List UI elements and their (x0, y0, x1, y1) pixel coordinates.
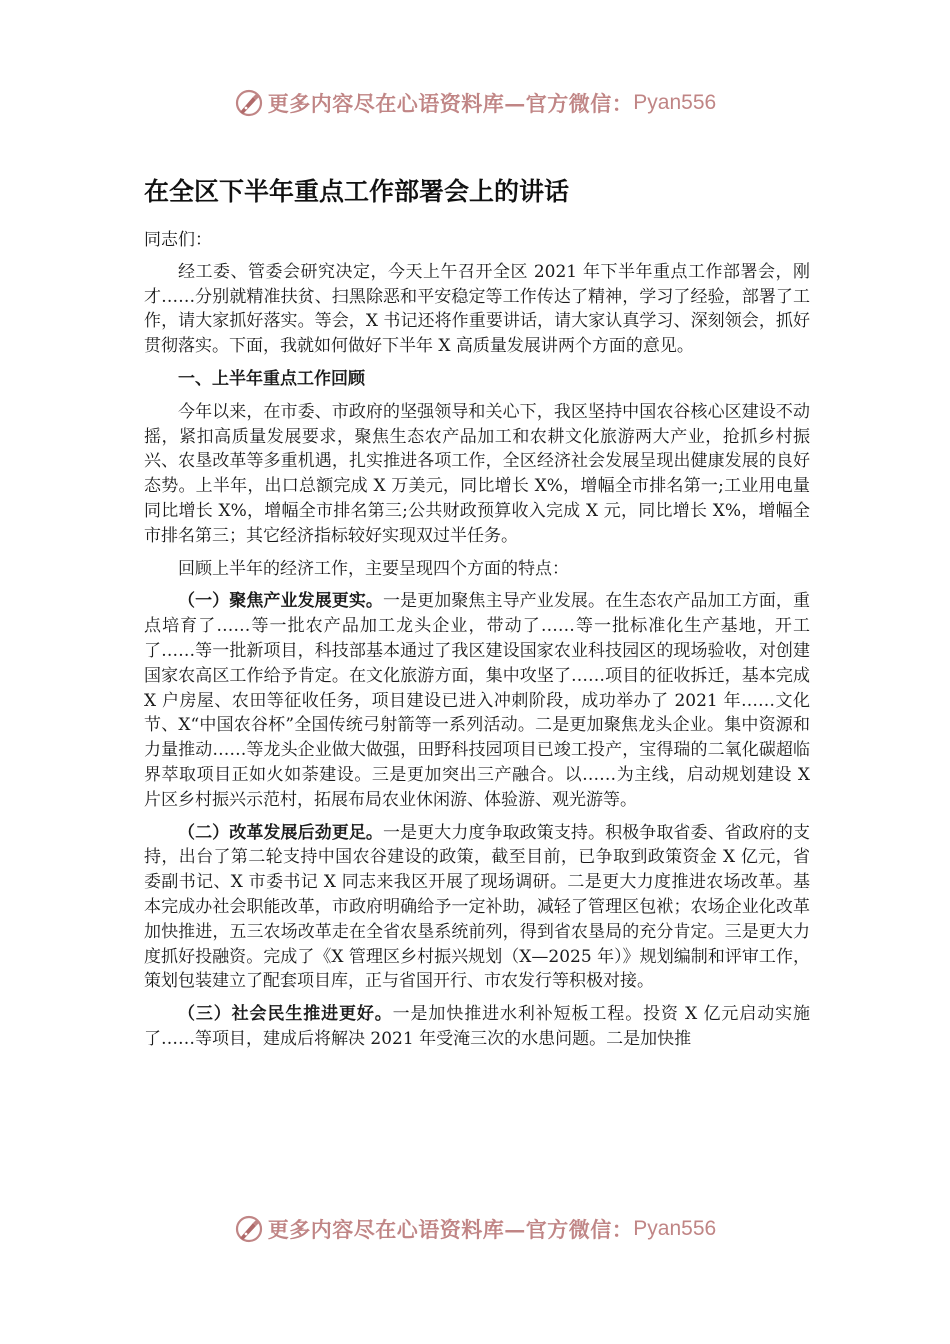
paragraph-section-1 (144, 589, 810, 812)
section-3-lead: （三）社会民生推进更好。 (178, 1004, 393, 1025)
section-2-body: 一是更大力度争取政策支持。积极争取省委、省政府的支持，出台了第二轮支持中国农谷建设的政策，截至目前，已争取到政策资金 X 亿元，省委副书记、X 市委书记 X 同志来我区开展了现场调研。二是更大力度推进农场改革。基本完成办社会职能改革，市政府明确给予一定补助，减轻了管理区包袱；农场企业化改革加快推进，五三农场改革走在全省农垦系统前列，得到省农垦局的充分肯定。三是更大力度抓好投融资。完成了《X 管理区乡村振兴规划（X—2025 年）》规划编制和评审工作，策划包装建立了配套项目库，正与省国开行、市农发行等积极对接。 (144, 822, 810, 992)
banner-text: 更多内容尽在心语资料库—官方微信： (267, 91, 634, 116)
section-heading-1: 一、上半年重点工作回顾 (178, 368, 365, 389)
paragraph-section-3 (144, 1002, 810, 1052)
section-1-body: 一是更加聚焦主导产业发展。在生态农产品加工方面，重点培育了……等一批农产品加工龙头企业，带动了……等一批标准化生产基地，开工了……等一批新项目，科技部基本通过了我区建设国家农业科技园区的现场验收，对创建国家农高区工作给予肯定。在文化旅游方面，集中攻坚了……项目的征收拆迁，基本完成 X 户房屋、农田等征收任务，项目建设已进入冲刺阶段，成功举办了 2021 年……文化节、X“中国农谷杯”全国传统弓射箭等一系列活动。二是更加聚焦龙头企业。集中资源和力量推动……等龙头企业做大做强，田野科技园项目已竣工投产，宝得瑞的二氧化碳超临界萃取项目正如火如荼建设。三是更加突出三产融合。以……为主线，启动规划建设 X 片区乡村振兴示范村，拓展布局农业休闲游、体验游、观光游等。 (144, 591, 810, 810)
paragraph-features: 回顾上半年的经济工作，主要呈现四个方面的特点： (178, 558, 569, 579)
banner-wechat-id: Pyan556 (633, 91, 717, 114)
greeting: 同志们： (144, 230, 212, 250)
footer-watermark-banner (0, 1209, 950, 1249)
pen-nib-logo-icon (234, 1214, 264, 1244)
banner-text: 更多内容尽在心语资料库—官方微信： (267, 1217, 634, 1242)
paragraph-section-2 (144, 821, 810, 995)
section-1-lead: （一）聚焦产业发展更实。 (178, 591, 383, 612)
document-body (144, 172, 810, 1060)
section-3-body: 一是加快推进水利补短板工程。投资 X 亿元启动实施了……等项目，建成后将解决 2021 年受淹三次的水患问题。二是加快推 (144, 1004, 810, 1049)
pen-nib-logo-icon (234, 88, 264, 118)
banner-wechat-id: Pyan556 (633, 1217, 717, 1240)
header-watermark-banner (0, 83, 950, 123)
section-2-lead: （二）改革发展后劲更足。 (178, 822, 383, 843)
document-title: 在全区下半年重点工作部署会上的讲话 (144, 177, 570, 206)
paragraph-intro: 经工委、管委会研究决定，今天上午召开全区 2021 年下半年重点工作部署会，刚才……分别就精准扶贫、扫黑除恶和平安稳定等工作传达了精神，学习了经验，部署了工作，请大家抓好落实。等会，X 书记还将作重要讲话，请大家认真学习、深刻领会，抓好贯彻落实。下面，我就如何做好下半年 X 高质量发展讲两个方面的意见。 (144, 261, 810, 357)
paragraph-review: 今年以来，在市委、市政府的坚强领导和关心下，我区坚持中国农谷核心区建设不动摇，紧扣高质量发展要求，聚焦生态农产品加工和农耕文化旅游两大产业，抢抓乡村振兴、农垦改革等多重机遇，扎实推进各项工作，全区经济社会发展呈现出健康发展的良好态势。上半年，出口总额完成 X 万美元，同比增长 X%，增幅全市排名第一;工业用电量同比增长 X%，增幅全市排名第三;公共财政预算收入完成 X 元，同比增长 X%，增幅全市排名第三；其它经济指标较好实现双过半任务。 (144, 401, 810, 546)
